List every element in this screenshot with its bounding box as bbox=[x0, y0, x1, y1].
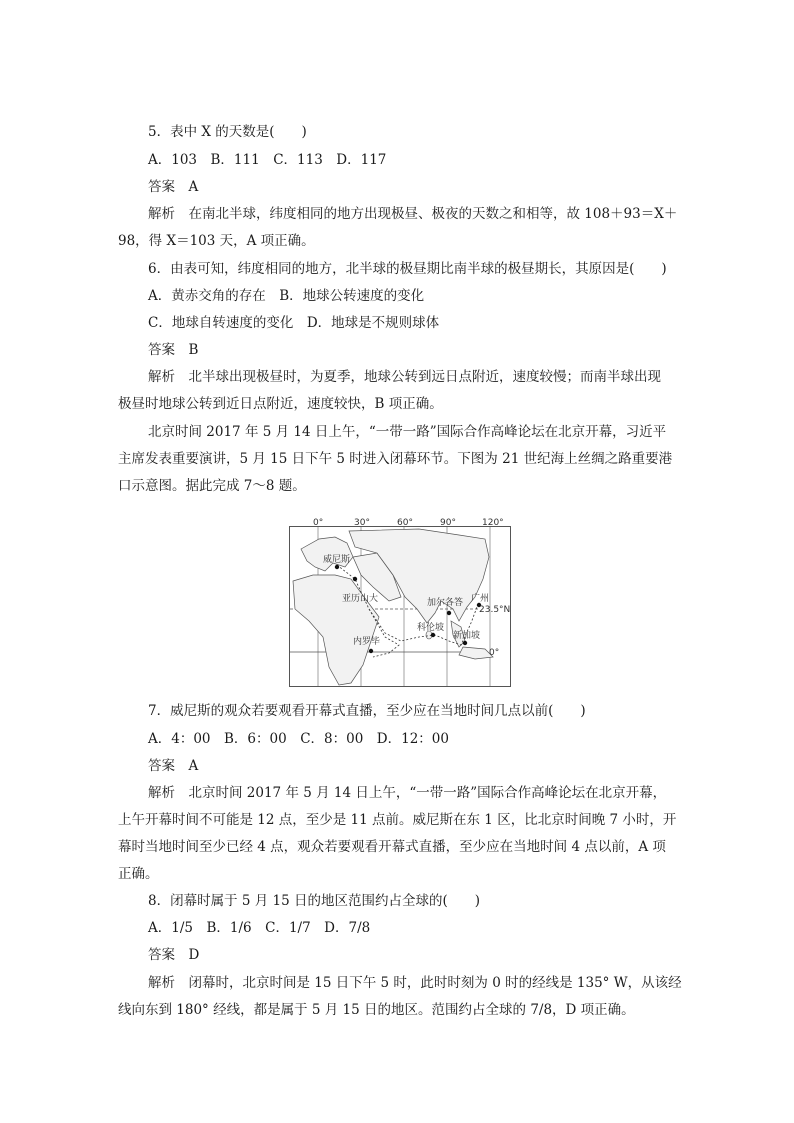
map-svg bbox=[289, 517, 511, 687]
passage-line-1: 北京时间 2017 年 5 月 14 日上午，“一带一路”国际合作高峰论坛在北京开幕，习近平 bbox=[148, 424, 667, 440]
q7-answer: 答案 A bbox=[148, 758, 199, 774]
nairobi-marker bbox=[369, 649, 373, 653]
q7-analysis-line-2: 上午开幕时间不可能是 12 点，至少是 11 点前。威尼斯在东 1 区，比北京时间晚 7 小时，开 bbox=[118, 812, 677, 828]
q7-analysis-line-4: 正确。 bbox=[118, 866, 159, 882]
lon-label-0: 0° bbox=[313, 518, 324, 528]
equator-label: 0° bbox=[489, 648, 500, 658]
q7-stem: 7．威尼斯的观众若要观看开幕式直播，至少应在当地时间几点以前( ) bbox=[148, 703, 586, 719]
q6-options-line-2: C．地球自转速度的变化 D．地球是不规则球体 bbox=[148, 315, 440, 331]
guangzhou-label: 广州 bbox=[471, 594, 490, 604]
q8-stem: 8．闭幕时属于 5 月 15 日的地区范围约占全球的( ) bbox=[148, 893, 481, 909]
alexandria-label: 亚历山大 bbox=[342, 594, 379, 604]
passage-line-3: 口示意图。据此完成 7～8 题。 bbox=[118, 478, 306, 494]
kolkata-marker bbox=[447, 611, 451, 615]
q6-stem: 6．由表可知，纬度相同的地方，北半球的极昼期比南半球的极昼期长，其原因是( ) bbox=[148, 261, 667, 277]
q6-analysis-line-1: 解析 北半球出现极昼时，为夏季，地球公转到远日点附近，速度较慢；而南半球出现 bbox=[148, 369, 661, 385]
q5-analysis-line-2: 98，得 X＝103 天，A 项正确。 bbox=[118, 233, 315, 249]
q6-answer: 答案 B bbox=[148, 342, 199, 358]
q8-analysis-line-1: 解析 闭幕时，北京时间是 15 日下午 5 时，此时时刻为 0 时的经线是 135° W，从该经 bbox=[148, 975, 682, 991]
q5-stem: 5．表中 X 的天数是( ) bbox=[148, 124, 307, 140]
q7-options: A．4：00 B．6：00 C．8：00 D．12：00 bbox=[148, 731, 449, 747]
colombo-label: 科伦坡 bbox=[417, 623, 445, 633]
colombo-marker bbox=[431, 633, 435, 637]
q7-analysis-line-3: 幕时当地时间至少已经 4 点，观众若要观看开幕式直播，至少应在当地时间 4 点以前，A 项 bbox=[118, 839, 666, 855]
kolkata-label: 加尔各答 bbox=[427, 598, 464, 608]
q8-options: A．1/5 B．1/6 C．1/7 D．7/8 bbox=[148, 920, 371, 936]
lon-label-60: 60° bbox=[397, 518, 413, 528]
alexandria-marker bbox=[353, 577, 357, 581]
q6-analysis-line-2: 极昼时地球公转到近日点附近，速度较快，B 项正确。 bbox=[118, 396, 443, 412]
passage-line-2: 主席发表重要演讲，5 月 15 日下午 5 时进入闭幕环节。下图为 21 世纪海上丝绸之路重要港 bbox=[118, 451, 673, 467]
maritime-silk-road-map bbox=[289, 517, 511, 687]
q7-analysis-line-1: 解析 北京时间 2017 年 5 月 14 日上午，“一带一路”国际合作高峰论坛在北京开幕， bbox=[148, 785, 667, 801]
venice-label: 威尼斯 bbox=[323, 555, 351, 565]
q5-answer: 答案 A bbox=[148, 179, 199, 195]
singapore-marker bbox=[463, 641, 467, 645]
lon-label-30: 30° bbox=[354, 518, 370, 528]
q8-analysis-line-2: 线向东到 180° 经线，都是属于 5 月 15 日的地区。范围约占全球的 7/8，D 项正确。 bbox=[118, 1002, 635, 1018]
singapore-label: 新加坡 bbox=[453, 631, 481, 641]
q5-analysis-line-1: 解析 在南北半球，纬度相同的地方出现极昼、极夜的天数之和相等，故 108＋93＝X＋ bbox=[148, 206, 678, 222]
venice-marker bbox=[335, 565, 339, 569]
q8-answer: 答案 D bbox=[148, 947, 200, 963]
q6-options-line-1: A．黄赤交角的存在 B．地球公转速度的变化 bbox=[148, 288, 425, 304]
lon-label-120: 120° bbox=[482, 518, 504, 528]
q5-options: A．103 B．111 C．113 D．117 bbox=[148, 152, 387, 168]
nairobi-label: 内罗毕 bbox=[353, 637, 381, 647]
lon-label-90: 90° bbox=[440, 518, 456, 528]
tropic-label: 23.5°N bbox=[479, 605, 511, 615]
